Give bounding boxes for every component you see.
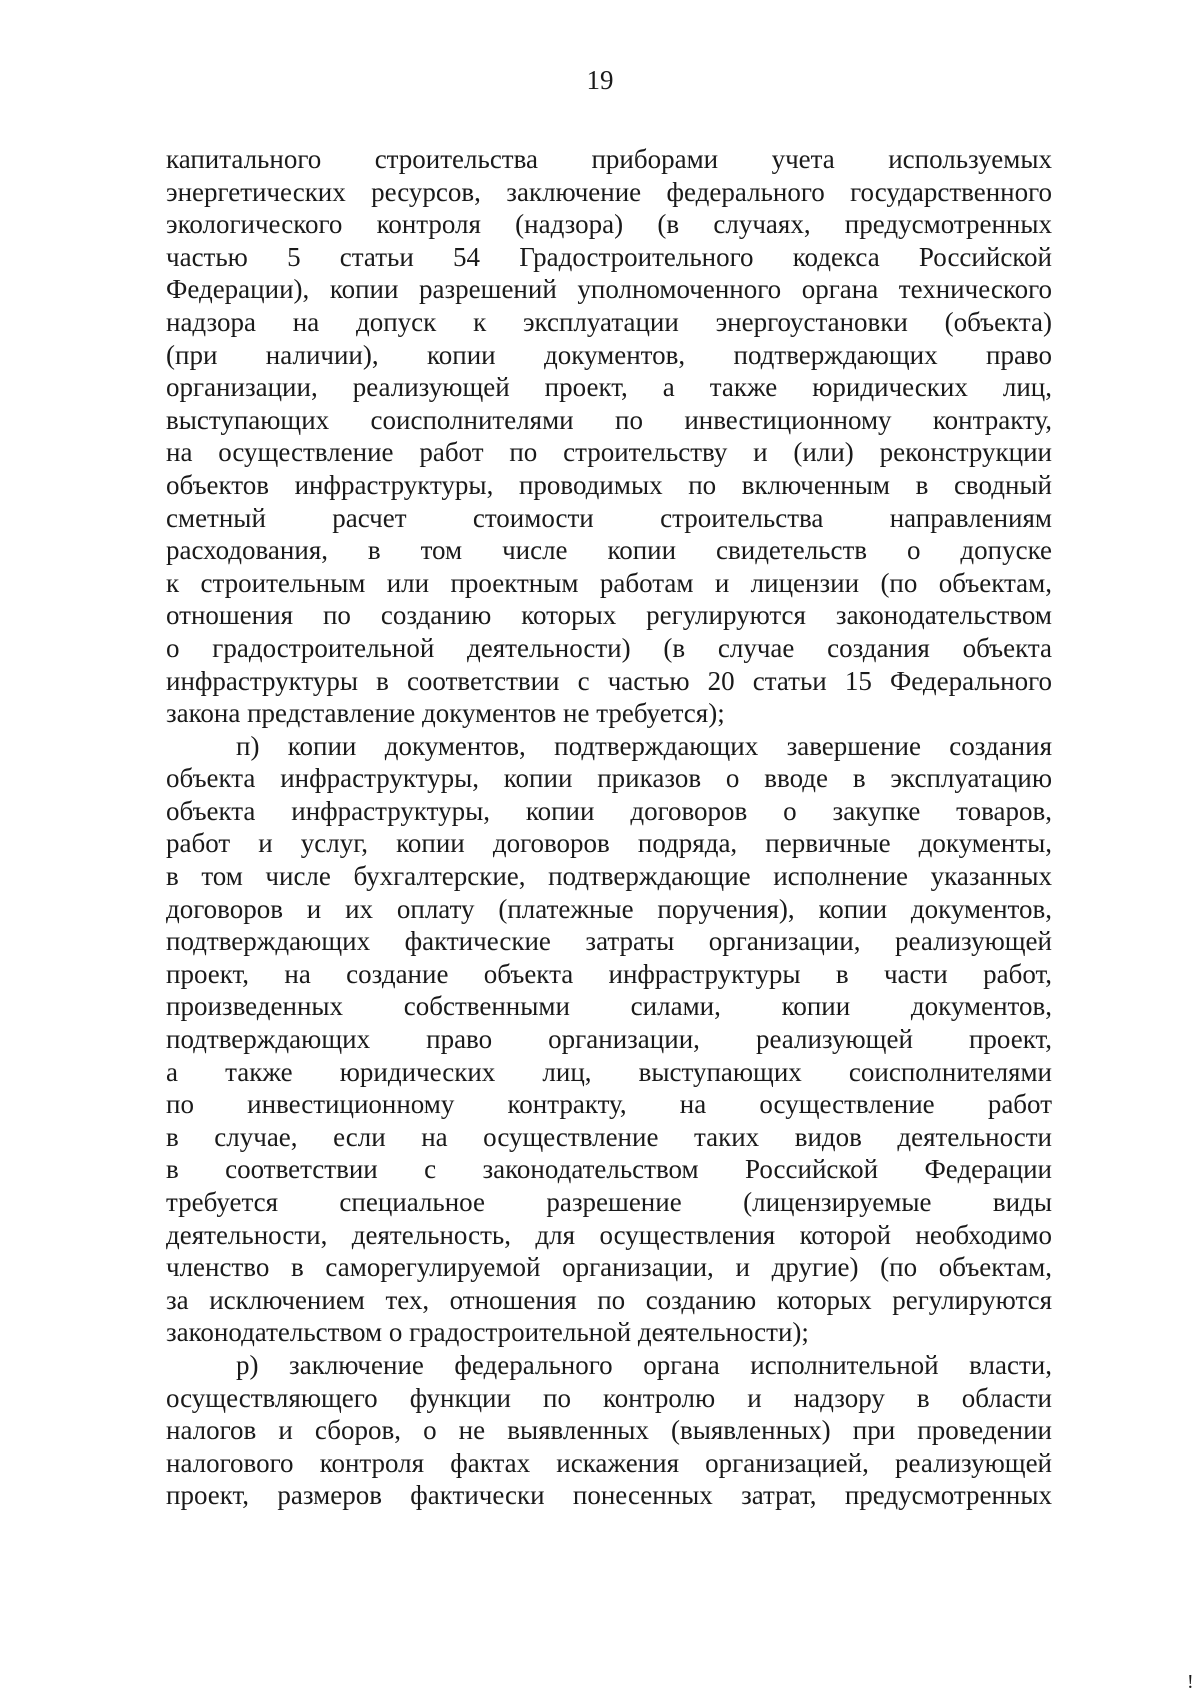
text-line: за исключением тех, отношения по созданию которых регулируются	[166, 1284, 1052, 1315]
text-line: сметный расчет стоимости строительства направлениям	[166, 502, 1052, 533]
text-line: в соответствии с законодательством Российской Федерации	[166, 1154, 1052, 1185]
text-line: энергетических ресурсов, заключение федерального государственного	[166, 176, 1052, 207]
text-line: законодательством о градостроительной деятельности);	[166, 1317, 809, 1348]
text-line: о градостроительной деятельности) (в случае создания объекта	[166, 632, 1052, 663]
paragraph-para-r	[166, 1349, 1052, 1512]
page-number: 19	[586, 65, 614, 95]
text-line: договоров и их оплату (платежные поручения), копии документов,	[166, 893, 1052, 924]
text-line: налогового контроля фактах искажения организацией, реализующей	[166, 1447, 1052, 1478]
text-line: подтверждающих фактические затраты организации, реализующей	[166, 926, 1052, 957]
text-line: проект, размеров фактически понесенных затрат, предусмотренных	[166, 1480, 1052, 1511]
text-line: р) заключение федерального органа исполнительной власти,	[236, 1349, 1052, 1380]
text-line: в случае, если на осуществление таких видов деятельности	[166, 1121, 1052, 1152]
text-line: в том числе бухгалтерские, подтверждающие исполнение указанных	[166, 861, 1052, 892]
text-line: п) копии документов, подтверждающих завершение создания	[236, 730, 1052, 761]
text-line: деятельности, деятельность, для осуществления которой необходимо	[166, 1219, 1052, 1250]
text-line: налогов и сборов, о не выявленных (выявленных) при проведении	[166, 1415, 1052, 1446]
text-line: объектов инфраструктуры, проводимых по включенным в сводный	[166, 469, 1052, 500]
text-line: Федерации), копии разрешений уполномоченного органа технического	[166, 274, 1052, 305]
text-line: расходования, в том числе копии свидетельств о допуске	[166, 535, 1052, 566]
text-line: на осуществление работ по строительству и (или) реконструкции	[166, 437, 1052, 468]
text-line: выступающих соисполнителями по инвестиционному контракту,	[166, 404, 1052, 435]
text-line: закона представление документов не требуется);	[166, 698, 725, 729]
text-line: к строительным или проектным работам и лицензии (по объектам,	[166, 567, 1052, 598]
text-line: осуществляющего функции по контролю и надзору в области	[166, 1382, 1052, 1413]
text-line: работ и услуг, копии договоров подряда, первичные документы,	[166, 828, 1052, 859]
margin-mark: !	[1187, 1671, 1194, 1693]
text-line: (при наличии), копии документов, подтверждающих право	[166, 339, 1052, 370]
text-line: инфраструктуры в соответствии с частью 20 статьи 15 Федерального	[166, 665, 1052, 696]
text-line: членство в саморегулируемой организации, и другие) (по объектам,	[166, 1252, 1052, 1283]
paragraph-para-p	[166, 730, 1052, 1349]
text-line: а также юридических лиц, выступающих соисполнителями	[166, 1056, 1052, 1087]
text-line: экологического контроля (надзора) (в случаях, предусмотренных	[166, 209, 1052, 240]
text-line: проект, на создание объекта инфраструктуры в части работ,	[166, 958, 1052, 989]
text-line: объекта инфраструктуры, копии договоров о закупке товаров,	[166, 795, 1052, 826]
text-line: надзора на допуск к эксплуатации энергоустановки (объекта)	[166, 306, 1052, 337]
text-line: организации, реализующей проект, а также юридических лиц,	[166, 372, 1052, 403]
text-line: частью 5 статьи 54 Градостроительного кодекса Российской	[166, 241, 1052, 272]
text-line: объекта инфраструктуры, копии приказов о вводе в эксплуатацию	[166, 763, 1052, 794]
text-line: требуется специальное разрешение (лицензируемые виды	[166, 1187, 1052, 1217]
text-line: по инвестиционному контракту, на осуществление работ	[166, 1089, 1052, 1120]
text-line: отношения по созданию которых регулируются законодательством	[166, 600, 1052, 631]
document-body	[166, 143, 1052, 1512]
text-line: капитального строительства приборами учета используемых	[166, 144, 1052, 174]
paragraph-para-continuation	[166, 143, 1052, 730]
text-line: подтверждающих право организации, реализующей проект,	[166, 1024, 1052, 1055]
text-line: произведенных собственными силами, копии документов,	[166, 991, 1052, 1022]
